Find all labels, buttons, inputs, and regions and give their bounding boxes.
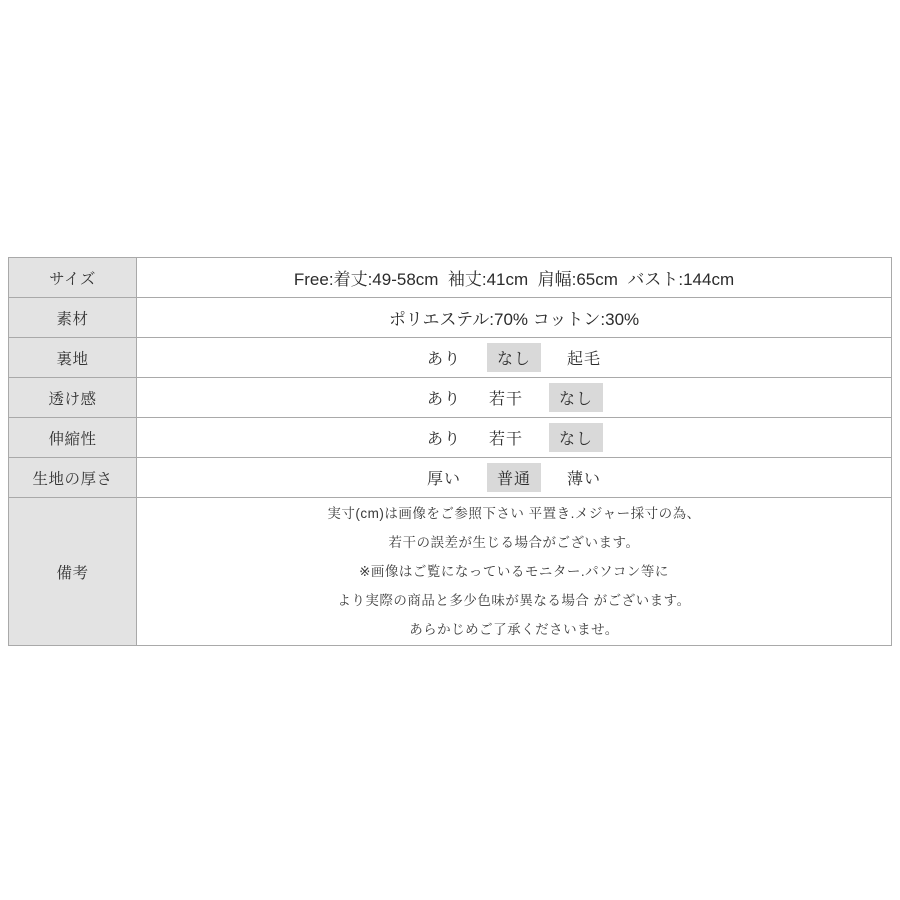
row-label: 備考 [9, 498, 137, 645]
row-value [137, 338, 891, 377]
table-row-4 [9, 378, 891, 418]
row-value: ポリエステル:70% コットン:30% [388, 310, 640, 329]
option: 起毛 [567, 351, 602, 368]
product-spec-table [8, 257, 892, 646]
row-label: サイズ [9, 258, 137, 297]
note-line: 実寸(cm)は画像をご参照下さい 平置き.メジャー採寸の為、 [327, 506, 701, 521]
row-label: 生地の厚さ [9, 458, 137, 497]
option: 若干 [488, 391, 523, 408]
table-row-6 [9, 458, 891, 498]
option-selected: なし [549, 423, 603, 452]
option: 薄い [567, 471, 602, 488]
row-label: 裏地 [9, 338, 137, 377]
option-selected: なし [549, 383, 603, 412]
row-label: 伸縮性 [9, 418, 137, 457]
note-line: 若干の誤差が生じる場合がございます。 [388, 535, 640, 550]
table-row-1 [9, 258, 891, 298]
row-value [137, 458, 891, 497]
note-line: ※画像はご覧になっているモニター.パソコン等に [359, 564, 669, 579]
table-row-5 [9, 418, 891, 458]
option: 若干 [488, 431, 523, 448]
row-label: 透け感 [9, 378, 137, 417]
note-line: あらかじめご了承くださいませ。 [409, 622, 619, 637]
option-selected: なし [487, 343, 541, 372]
table-row-3 [9, 338, 891, 378]
option: あり [426, 351, 461, 368]
table-row-2 [9, 298, 891, 338]
option: あり [426, 391, 461, 408]
option-selected: 普通 [487, 463, 541, 492]
row-value [137, 498, 891, 645]
table-row-7 [9, 498, 891, 645]
row-value: Free:着丈:49-58cm 袖丈:41cm 肩幅:65cm バスト:144cm [293, 270, 735, 289]
row-value [137, 418, 891, 457]
option: 厚い [426, 471, 461, 488]
option: あり [426, 431, 461, 448]
note-line: より実際の商品と多少色味が異なる場合 がございます。 [337, 593, 691, 608]
row-label: 素材 [9, 298, 137, 337]
row-value [137, 378, 891, 417]
